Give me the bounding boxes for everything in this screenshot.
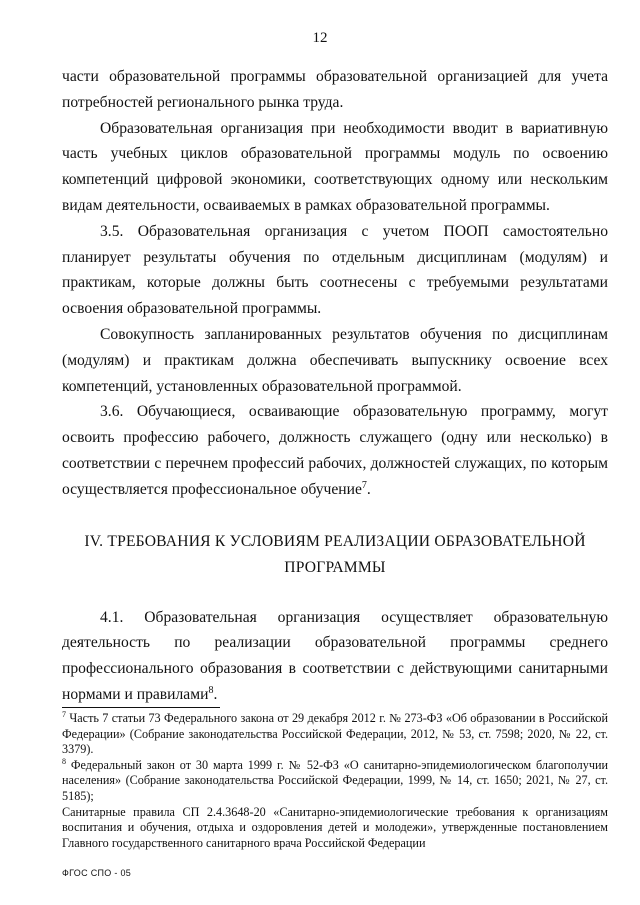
section-heading-line1: IV. ТРЕБОВАНИЯ К УСЛОВИЯМ РЕАЛИЗАЦИИ ОБРАЗОВАТЕЛЬНОЙ	[84, 532, 586, 550]
paragraph-3-5: 3.5. Образовательная организация с учетом ПООП самостоятельно планирует результаты обучения по отдельным дисциплинам (модулям) и практикам, которые должны быть соотнесены с требуемыми результатами освоения образовательной программы.	[62, 222, 608, 318]
footnote-separator	[62, 707, 220, 708]
footnote-7	[62, 711, 608, 758]
footer-code: ФГОС СПО - 05	[62, 868, 132, 878]
footnote-ref-7: 7	[361, 479, 367, 491]
page-number: 12	[312, 30, 328, 46]
footnote-7-text: Часть 7 статьи 73 Федерального закона от 29 декабря 2012 г. № 273-ФЗ «Об образовании в Российской Федерации» (Собрание законодательства Российской Федерации, 2012, № 53, ст. 7598; 2020, № 22, ст. 3379).	[62, 711, 609, 757]
section-heading	[62, 529, 608, 581]
paragraph-digital-economy: Образовательная организация при необходимости вводит в вариативную часть учебных циклов образовательной программы модуль по освоению компетенций цифровой экономики, соответствующих одному или нескольким видам деятельности, осваиваемых в рамках образовательной программы.	[62, 119, 608, 214]
paragraph-3-6-text: 3.6. Обучающиеся, осваивающие образовательную программу, могут освоить профессию рабочего, должность служащего (одну или несколько) в соответствии с перечнем профессий рабочих, должностей служащих, по которым осуществляется профессиональное обучение	[62, 403, 608, 498]
paragraph-competencies: Совокупность запланированных результатов обучения по дисциплинам (модулям) и практикам должна обеспечивать выпускнику освоение всех компетенций, установленных образовательной программой.	[62, 325, 608, 395]
paragraph-continuation: части образовательной программы образовательной организацией для учета потребностей регионального рынка труда.	[62, 68, 608, 111]
footnotes	[62, 711, 608, 851]
paragraph-4-1: 4.1. Образовательная организация осуществляет образовательную деятельность по реализации образовательной программы среднего профессионального образования в соответствии с действующими санитарными нормами и правилами$^8$.	[62, 608, 608, 703]
body-text	[62, 64, 608, 708]
footnote-ref-8: 8	[208, 684, 214, 696]
section-heading-line2: ПРОГРАММЫ	[284, 558, 386, 576]
footnote-8-continuation	[62, 805, 608, 852]
paragraph-4-1-text: 4.1. Образовательная организация осуществляет образовательную деятельность по реализации образовательной программы среднего профессионального образования в соответствии с действующими санитарными нормами и правилами	[62, 608, 608, 703]
paragraph-3-6: 3.6. Обучающиеся, осваивающие образовательную программу, могут освоить профессию рабочего, должность служащего (одну или несколько) в соответствии с перечнем профессий рабочих, должностей служащих, по которым осуществляется профессиональное обучение$^7$.	[62, 403, 608, 498]
footnote-8-text: Федеральный закон от 30 марта 1999 г. № 52-ФЗ «О санитарно-эпидемиологическом благополучии населения» (Собрание законодательства Российской Федерации, 1999, № 14, ст. 1650; 2021, № 27, ст. 5185);	[62, 757, 608, 803]
footnote-8-continuation-text: Санитарные правила СП 2.4.3648-20 «Санитарно-эпидемиологические требования к организациям воспитания и обучения, отдыха и оздоровления детей и молодежи», утвержденные постановлением Главного государственного санитарного врача Российской Федерации	[62, 804, 608, 850]
footnote-7-mark: 7	[62, 709, 66, 719]
footnote-8-mark: 8	[62, 756, 66, 766]
footnote-8	[62, 758, 608, 805]
